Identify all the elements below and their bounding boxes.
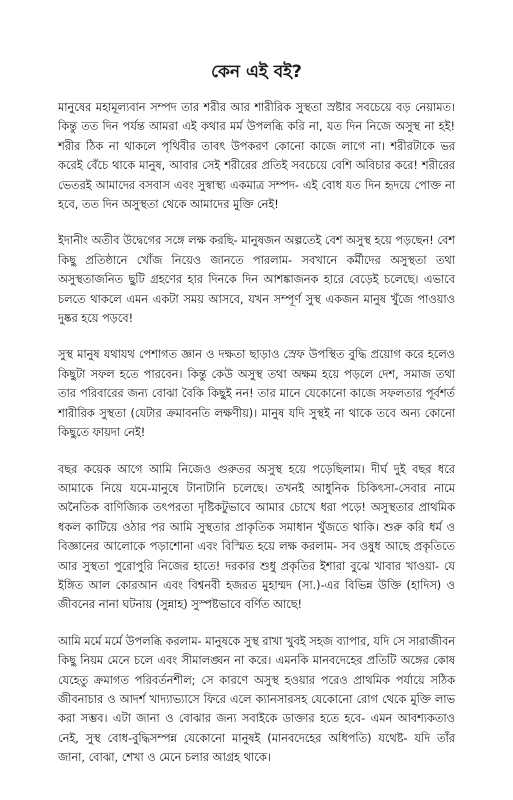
paragraph-5: আমি মর্মে মর্মে উপলব্ধি করলাম- মানুষকে সুস্থ রাখা খুবই সহজ ব্যাপার, যদি সে সারাজীবন কিছু নিয়ম মেনে চলে এবং সীমালঙ্ঘন না করে। এমনকি মানবদেহের প্রতিটি অঙ্গের কোষ যেহেতু ক্রমাগত পরিবর্তনশীল; সে কারণে অসুস্থ হওয়ার পরেও প্রাথমিক পর্যায়ে সঠিক জীবনাচার ও আদর্শ খাদ্যাভ্যাসে ফিরে এলে ক্যানসারসহ যেকোনো রোগ থেকে মুক্তি লাভ করা সম্ভব। এটা জানা ও বোঝার জন্য সবাইকে ডাক্তার হতে হবে- এমন আবশ্যকতাও নেই, সুস্থ বোধ-বুদ্ধিসম্পন্ন যেকোনো মানুষই (মানবদেহের অধিপতি) যথেষ্ট- যদি তাঁর জানা, বোঝা, শেখা ও মেনে চলার আগ্রহ থাকে। <box>58 634 456 765</box>
page-title: কেন এই বই? <box>211 62 302 82</box>
paragraph-4: বছর কয়েক আগে আমি নিজেও গুরুতর অসুস্থ হয়ে পড়েছিলাম। দীর্ঘ দুই বছর ধরে আমাকে নিয়ে যমে-মানুষে টানাটানি চলেছে। তখনই আধুনিক চিকিৎসা-সেবার নামে অনৈতিক বাণিজ্যিক তৎপরতা দৃষ্টিকটুভাবে আমার চোখে ধরা পড়ে! অসুস্থতার প্রাথমিক ধকল কাটিয়ে ওঠার পর আমি সুস্থতার প্রাকৃতিক সমাধান খুঁজতে থাকি। শুরু করি ধর্ম ও বিজ্ঞানের আলোকে পড়াশোনা এবং বিস্মিত হয়ে লক্ষ করলাম- সব ওষুধ আছে প্রকৃতিতে আর সুস্থতা পুরোপুরি নিজের হাতে! দরকার শুধু প্রকৃতির ইশারা বুঝে খাবার খাওয়া- যে ইঙ্গিত আল কোরআন এবং বিশ্বনবী হজরত মুহাম্মদ (সা.)-এর বিভিন্ন উক্তি (হাদিস) ও জীবনের নানা ঘটনায় (সুন্নাহ) সুস্পষ্টভাবে বর্ণিত আছে! <box>58 462 455 612</box>
paragraph-3: সুস্থ মানুষ যথাযথ পেশাগত জ্ঞান ও দক্ষতা ছাড়াও স্রেফ উপস্থিত বুদ্ধি প্রয়োগ করে হলেও কিছুটা সফল হতে পারবেন। কিন্তু কেউ অসুস্থ তথা অক্ষম হয়ে পড়লে দেশ, সমাজ তথা তার পরিবারের জন্য বোঝা বৈকি কিছুই নন! তার মানে যেকোনো কাজে সফলতার পূর্বশর্ত শারীরিক সুস্থতা (যেটার ক্রমাবনতি লক্ষণীয়)। মানুষ যদি সুস্থই না থাকে তবে অন্য কোনো কিছুতে ফায়দা নেই! <box>58 348 455 440</box>
paragraph-2: ইদানীং অতীব উদ্বেগের সঙ্গে লক্ষ করছি- মানুষজন অল্পতেই বেশ অসুস্থ হয়ে পড়ছেন! বেশ কিছু প্রতিষ্ঠানে খোঁজ নিয়েও জানতে পারলাম- সবখানে কর্মীদের অসুস্থতা তথা অসুস্থতাজনিত ছুটি গ্রহণের হার দিনকে দিন আশঙ্কাজনক হারে বেড়েই চলেছে। এভাবে চলতে থাকলে এমন একটা সময় আসবে, যখন সম্পূর্ণ সুস্থ একজন মানুষ খুঁজে পাওয়াও দুষ্কর হয়ে পড়বে! <box>58 234 455 326</box>
paragraph-1: মানুষের মহামূল্যবান সম্পদ তার শরীর আর শারীরিক সুস্থতা স্রষ্টার সবচেয়ে বড় নেয়ামত। কিন্তু তত দিন পর্যন্ত আমরা এই কথার মর্ম উপলব্ধি করি না, যত দিন নিজে অসুস্থ না হই! শরীর ঠিক না থাকলে পৃথিবীর তাবৎ উপকরণ কোনো কাজে লাগে না। শরীরটাকে ভর করেই বেঁচে থাকে মানুষ, আবার সেই শরীরের প্রতিই সবচেয়ে বেশি অবিচার করে! শরীরের ভেতরই আমাদের বসবাস এবং সুস্বাস্থ্য একমাত্র সম্পদ- এই বোধ যত দিন হৃদয়ে পোক্ত না হবে, তত দিন অসুস্থতা থেকে আমাদের মুক্তি নেই! <box>58 101 455 212</box>
